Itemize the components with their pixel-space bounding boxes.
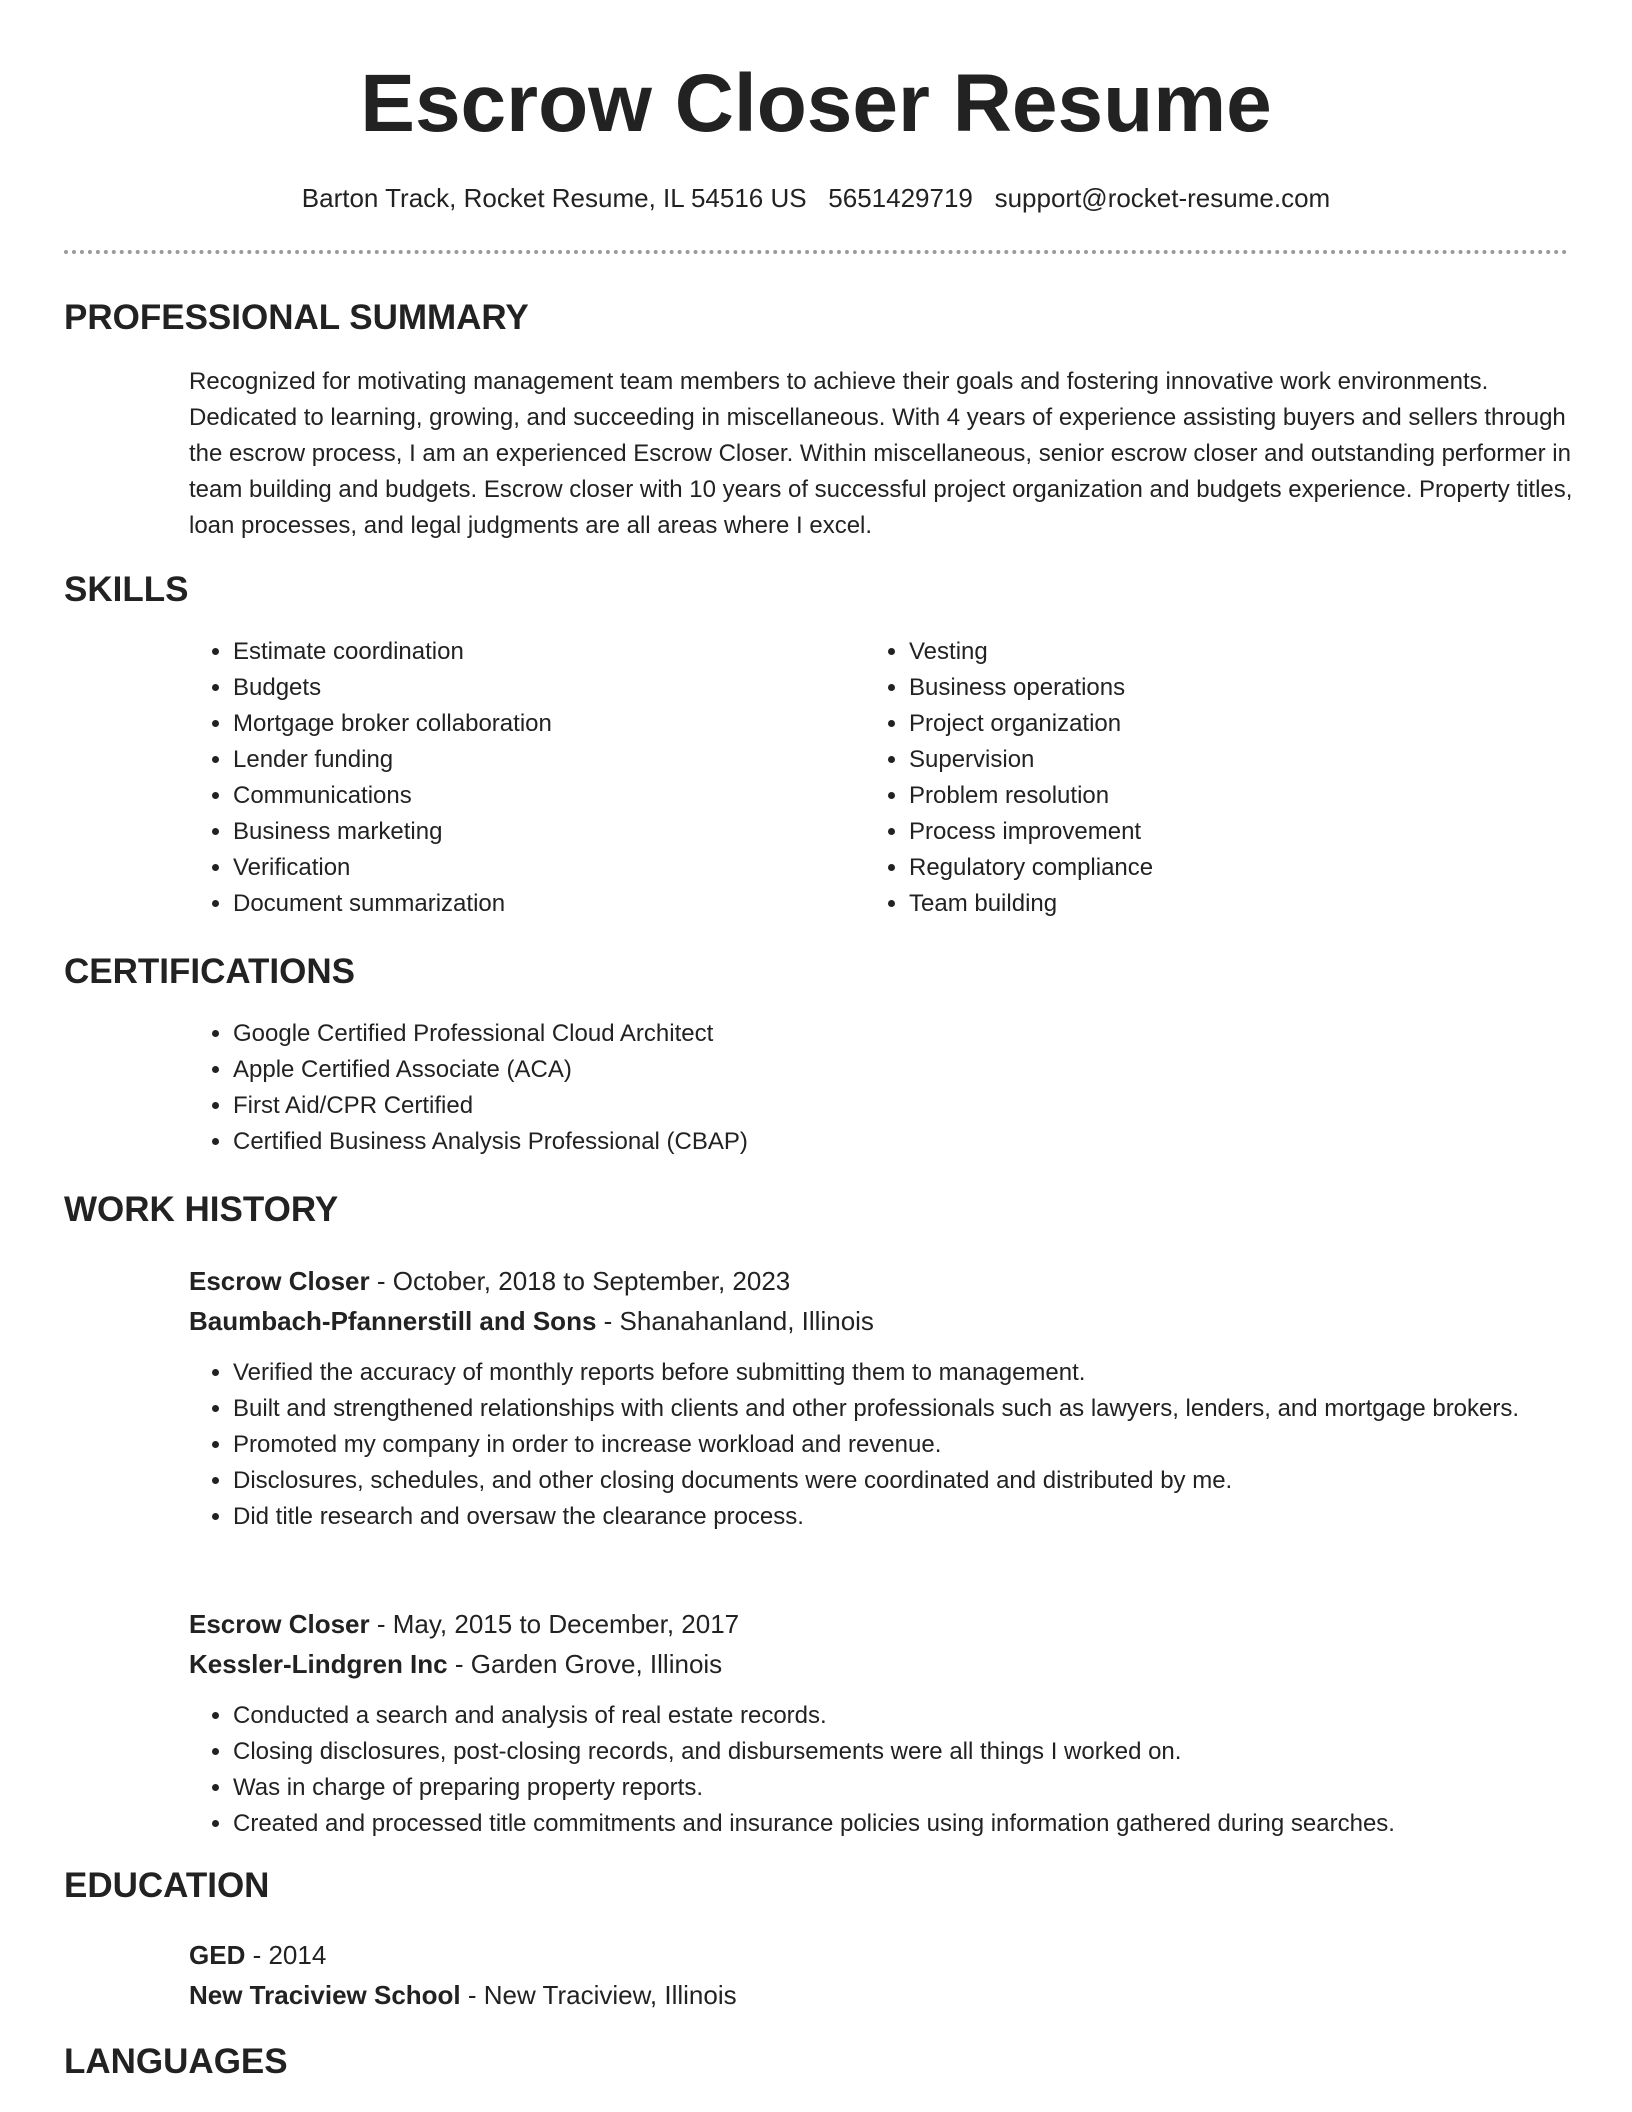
job-2-bullets (189, 1698, 1632, 1842)
job-2-company-line (189, 1644, 722, 1684)
education-year: - 2014 (245, 1940, 327, 1970)
list-item: • Promoted my company in order to increase workload and revenue. (233, 1427, 1533, 1463)
job-2-location: - Garden Grove, Illinois (447, 1649, 723, 1679)
contact-line (0, 178, 1632, 218)
job-2-title-line (189, 1604, 739, 1644)
list-item: • Business marketing (233, 814, 853, 850)
list-item: • Team building (909, 886, 1529, 922)
list-item: • Problem resolution (909, 778, 1529, 814)
contact-email: support@rocket-resume.com (994, 183, 1331, 213)
list-item: • Vesting (909, 634, 1529, 670)
list-item: • Built and strengthened relationships with clients and other professionals such as lawyers, lenders, and mortgage brokers. (233, 1391, 1533, 1427)
education-degree-line (189, 1935, 326, 1975)
job-2-title: Escrow Closer (189, 1609, 370, 1639)
section-heading-education: EDUCATION (64, 1866, 270, 1905)
resume-title: Escrow Closer Resume (360, 58, 1272, 149)
education-location: - New Traciview, Illinois (460, 1980, 737, 2010)
list-item: • Business operations (909, 670, 1529, 706)
list-item: • Did title research and oversaw the clearance process. (233, 1499, 1533, 1535)
list-item: • Lender funding (233, 742, 853, 778)
list-item: • First Aid/CPR Certified (233, 1088, 1433, 1124)
job-2-company: Kessler-Lindgren Inc (189, 1649, 448, 1679)
list-item: • Verified the accuracy of monthly reports before submitting them to management. (233, 1355, 1533, 1391)
list-item: • Process improvement (909, 814, 1529, 850)
list-item: • Mortgage broker collaboration (233, 706, 853, 742)
education-degree: GED (189, 1940, 246, 1970)
list-item: • Google Certified Professional Cloud Architect (233, 1016, 1433, 1052)
job-1-company: Baumbach-Pfannerstill and Sons (189, 1306, 597, 1336)
contact-phone: 5651429719 (828, 183, 973, 213)
section-heading-summary: PROFESSIONAL SUMMARY (64, 298, 529, 337)
section-heading-languages: LANGUAGES (64, 2042, 288, 2081)
job-1-location: - Shanahanland, Illinois (596, 1306, 874, 1336)
list-item: • Supervision (909, 742, 1529, 778)
list-item: • Document summarization (233, 886, 853, 922)
header-divider (64, 250, 1568, 254)
list-item: • Disclosures, schedules, and other closing documents were coordinated and distributed by me. (233, 1463, 1533, 1499)
list-item: • Regulatory compliance (909, 850, 1529, 886)
education-school: New Traciview School (189, 1980, 461, 2010)
section-heading-skills: SKILLS (64, 570, 189, 609)
list-item: • Estimate coordination (233, 634, 853, 670)
list-item: • Created and processed title commitments and insurance policies using information gathered during searches. (233, 1806, 1632, 1842)
section-heading-work-history: WORK HISTORY (64, 1190, 339, 1229)
job-1-company-line (189, 1301, 874, 1341)
job-1-title: Escrow Closer (189, 1266, 370, 1296)
list-item: • Project organization (909, 706, 1529, 742)
list-item: • Closing disclosures, post-closing records, and disbursements were all things I worked on. (233, 1734, 1632, 1770)
summary-text: Recognized for motivating management team members to achieve their goals and fostering innovative work environments. Dedicated to learning, growing, and succeeding in miscellaneous. With 4 years of experience assisting buyers and sellers through the escrow process, I am an experienced Escrow Closer. Within miscellaneous, senior escrow closer and outstanding performer in team building and budgets. Escrow closer with 10 years of successful project organization and budgets experience. Property titles, loan processes, and legal judgments are all areas where I excel. (189, 368, 1573, 539)
list-item: • Was in charge of preparing property reports. (233, 1770, 1632, 1806)
education-school-line (189, 1975, 737, 2015)
job-2-dates: - May, 2015 to December, 2017 (369, 1609, 740, 1639)
contact-address: Barton Track, Rocket Resume, IL 54516 US (301, 183, 807, 213)
list-item: • Certified Business Analysis Professional (CBAP) (233, 1124, 1433, 1160)
section-heading-certifications: CERTIFICATIONS (64, 952, 356, 991)
list-item: • Budgets (233, 670, 853, 706)
job-1-dates: - October, 2018 to September, 2023 (369, 1266, 791, 1296)
list-item: • Apple Certified Associate (ACA) (233, 1052, 1433, 1088)
job-1-title-line (189, 1261, 790, 1301)
skills-list-right (865, 634, 1529, 922)
skills-list-left (189, 634, 853, 922)
job-1-bullets (189, 1355, 1533, 1535)
list-item: • Communications (233, 778, 853, 814)
list-item: • Verification (233, 850, 853, 886)
certifications-list (189, 1016, 1433, 1160)
list-item: • Conducted a search and analysis of real estate records. (233, 1698, 1632, 1734)
